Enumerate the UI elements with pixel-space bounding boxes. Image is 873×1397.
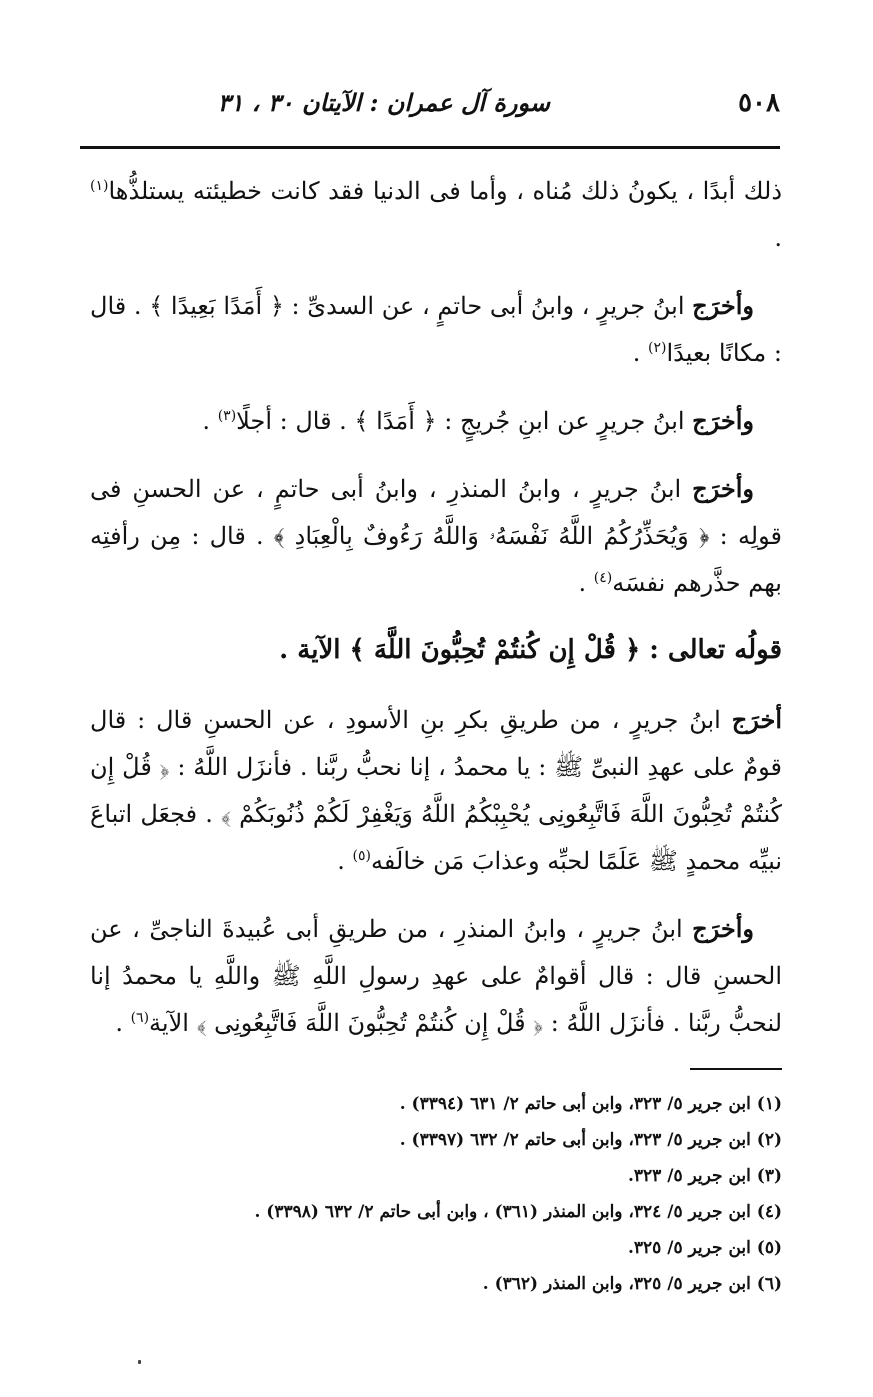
footnote-2: (٢) ابن جرير ٥/ ٣٢٣، وابن أبى حاتم ٢/ ٦٣٢ (٣٣٩٧) .: [399, 1130, 782, 1150]
footnote-ref-3: (٣): [217, 408, 237, 424]
footnote-5: (٥) ابن جرير ٥/ ٣٢٥.: [628, 1238, 782, 1258]
paragraph-3: وأخرَج ابنُ جريرٍ عن ابنِ جُريجٍ : ﴿ أَمَدًا ﴾ . قال : أجلًا$^{(٣)}$ .: [202, 406, 754, 435]
paragraph-lead: وأخرَج: [692, 474, 754, 503]
paragraph-lead: وأخرَج: [692, 914, 754, 943]
paragraph-6: وأخرَج ابنُ جريرٍ ، وابنُ المنذرِ ، من طريقِ أبى عُبيدةَ الناجىِّ ، عن الحسنِ قال : قال أقوامٌ على عهدِ رسولِ اللَّهِ ﷺ واللَّهِ يا محمدُ إنا لنحبُّ ربَّنا . فأنزَل اللَّهُ : ﴿ قُلْ إِن كُنتُمْ تُحِبُّونَ اللَّهَ فَاتَّبِعُونِى ﴾ الآية$^{(٦)}$ .: [90, 914, 782, 1037]
footnote-4: (٤) ابن جرير ٥/ ٣٢٤، وابن المنذر (٣٦١) ، وابن أبى حاتم ٢/ ٦٣٢ (٣٣٩٨) .: [254, 1202, 782, 1222]
paragraph-4: وأخرَج ابنُ جريرٍ ، وابنُ المنذرِ ، وابنُ أبى حاتمٍ ، عن الحسنِ فى قولِه : ﴿ وَيُحَذِّرُكُمُ اللَّهُ نَفْسَهُۥ وَاللَّهُ رَءُوفٌ بِالْعِبَادِ ﴾ . قال : مِن رأفتِه بهم حذَّرهم نفسَه$^{(٤)}$ .: [90, 474, 782, 597]
paragraph-1: ذلك أبدًا ، يكونُ ذلك مُناه ، وأما فى الدنيا فقد كانت خطيئته يستلذُّها$^{(١)}$ .: [90, 177, 782, 252]
footnote-ref-4: (٤): [593, 570, 613, 586]
page-number: ٥٠٨: [738, 88, 780, 118]
page-header: [80, 82, 780, 128]
paragraph-lead: وأخرَج: [692, 406, 754, 435]
paragraph-lead: وأخرَج: [692, 291, 754, 320]
footnote-3: (٣) ابن جرير ٥/ ٣٢٣.: [628, 1166, 782, 1186]
footnote-6: (٦) ابن جرير ٥/ ٣٢٥، وابن المنذر (٣٦٢) .: [482, 1274, 782, 1294]
running-head: سورة آل عمران : الآيتان ٣٠ ، ٣١: [217, 88, 550, 117]
footnote-ref-6: (٦): [130, 1010, 150, 1026]
paragraph-2: وأخرَج ابنُ جريرٍ ، وابنُ أبى حاتمٍ ، عن السدىِّ : ﴿ أَمَدًا بَعِيدًا ﴾ . قال : مكانًا بعيدًا$^{(٢)}$ .: [90, 291, 782, 367]
footnote-ref-2: (٢): [648, 340, 667, 356]
paragraph-lead: أخرَج: [731, 705, 782, 734]
paragraph-5: أخرَج ابنُ جريرٍ ، من طريقِ بكرِ بنِ الأسودِ ، عن الحسنِ قال : قال قومٌ على عهدِ النبىِّ ﷺ : يا محمدُ ، إنا نحبُّ ربَّنا . فأنزَل اللَّهُ : ﴿ قُلْ إِن كُنتُمْ تُحِبُّونَ اللَّهَ فَاتَّبِعُونِى يُحْبِبْكُمُ اللَّهُ وَيَغْفِرْ لَكُمْ ذُنُوبَكُمْ ﴾ . فجعَل اتباعَ نبيِّه محمدٍ ﷺ عَلَمًا لحبِّه وعذابَ مَن خالَفه$^{(٥)}$ .: [90, 705, 782, 875]
footnote-ref-1: (١): [90, 178, 109, 194]
scan-speck: [138, 1360, 141, 1364]
section-heading: قولُه تعالى : ﴿ قُلْ إِن كُنتُمْ تُحِبُّونَ اللَّهَ ﴾ الآية .: [279, 635, 782, 665]
footnote-ref-5: (٥): [352, 848, 372, 864]
header-rule: [80, 146, 780, 149]
footnote-rule: [690, 1068, 782, 1070]
footnote-1: (١) ابن جرير ٥/ ٣٢٣، وابن أبى حاتم ٢/ ٦٣١ (٣٣٩٤) .: [399, 1094, 782, 1114]
main-text: [90, 168, 782, 1067]
footnotes: [90, 1086, 782, 1302]
